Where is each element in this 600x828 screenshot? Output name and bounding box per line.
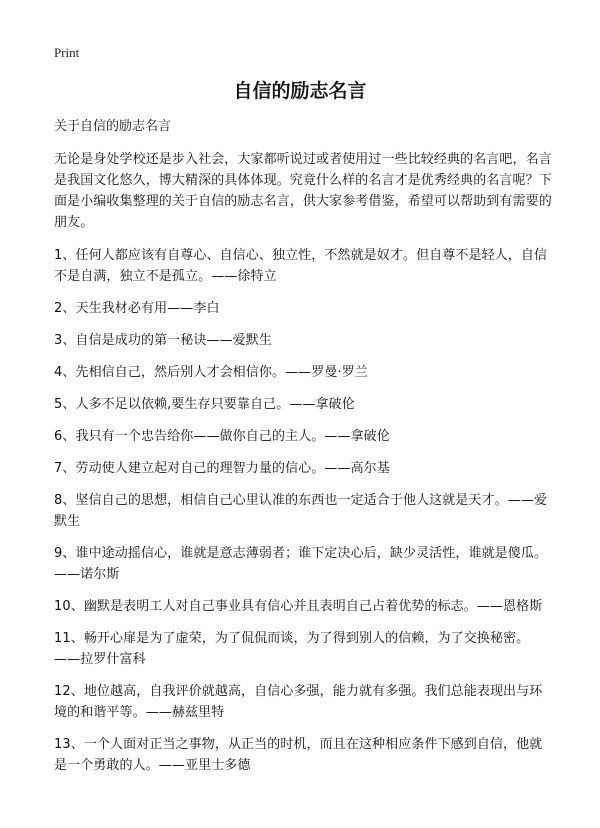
quote-item-4: 4、先相信自己，然后别人才会相信你。——罗曼·罗兰 — [54, 365, 368, 380]
quote-item-2: 2、天生我材必有用——李白 — [54, 301, 220, 316]
document-body — [54, 118, 554, 787]
quote-item-10: 10、幽默是表明工人对自己事业具有信心并且表明自己占着优势的标志。——恩格斯 — [54, 599, 543, 614]
quote-item-13: 13、一个人面对正当之事物，从正当的时机，而且在这种相应条件下感到自信，他就是一个勇敢的人。——亚里士多德 — [54, 737, 543, 773]
quote-item-9: 9、谁中途动摇信心，谁就是意志薄弱者；谁下定决心后，缺少灵活性，谁就是傻瓜。——诺尔斯 — [54, 546, 548, 582]
quote-item-1: 1、任何人都应该有自尊心、自信心、独立性，不然就是奴才。但自尊不是轻人，自信不是自满，独立不是孤立。——徐特立 — [54, 248, 548, 284]
quote-item-5: 5、人多不足以依赖,要生存只要靠自己。——拿破伦 — [54, 397, 355, 412]
intro-paragraph: 无论是身处学校还是步入社会，大家都听说过或者使用过一些比较经典的名言吧，名言是我国文化悠久，博大精深的具体体现。究竟什么样的名言才是优秀经典的名言呢？下面是小编收集整理的关于自信的励志名言，供大家参考借鉴，希望可以帮助到有需要的朋友。 — [54, 152, 552, 230]
quote-item-12: 12、地位越高，自我评价就越高，自信心多强，能力就有多强。我们总能表现出与环境的和谐平等。——赫兹里特 — [54, 684, 543, 720]
quote-item-7: 7、劳动使人建立起对自己的理智力量的信心。——高尔基 — [54, 461, 390, 476]
quote-item-11: 11、畅开心扉是为了虚荣，为了侃侃而谈，为了得到别人的信赖，为了交换秘密。——拉罗什富科 — [54, 631, 530, 667]
document-subtitle: 关于自信的励志名言 — [54, 119, 172, 134]
quote-item-8: 8、坚信自己的思想，相信自己心里认准的东西也一定适合于他人这就是天才。——爱默生 — [54, 493, 548, 529]
quote-list — [54, 245, 554, 776]
quote-item-6: 6、我只有一个忠告给你——做你自己的主人。——拿破伦 — [54, 429, 390, 444]
print-link[interactable]: Print — [54, 45, 80, 60]
quote-item-3: 3、自信是成功的第一秘诀——爱默生 — [54, 333, 272, 348]
page-title: 自信的励志名言 — [233, 80, 367, 102]
